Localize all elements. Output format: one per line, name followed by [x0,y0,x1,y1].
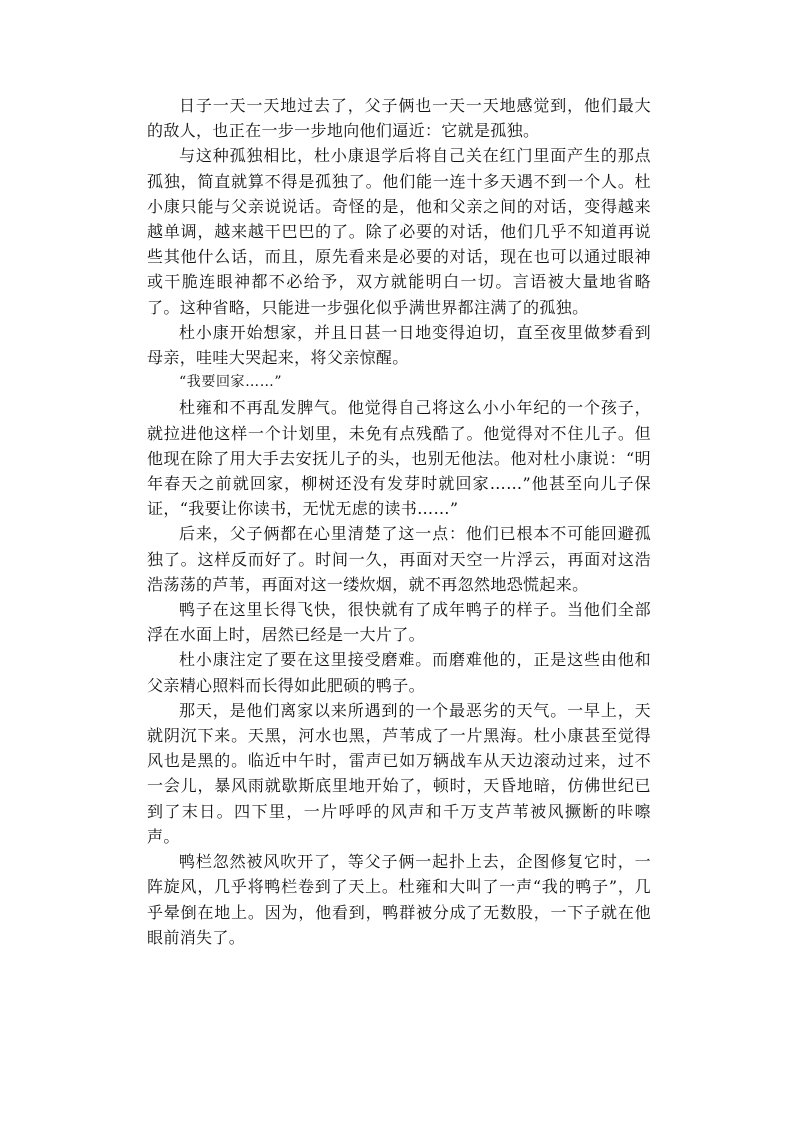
paragraph-3: 杜小康开始想家，并且日甚一日地变得迫切，直至夜里做梦看到母亲，哇哇大哭起来，将父亲惊醒。 [147,322,651,368]
paragraph-9: 那天，是他们离家以来所遇到的一个最恶劣的天气。一早上，天就阴沉下来。天黑，河水也黑，芦苇成了一片黑海。杜小康甚至觉得风也是黑的。临近中午时，雷声已如万辆战车从天边滚动过来，过不一会儿，暴风雨就歇斯底里地开始了，顿时，天昏地暗，仿佛世纪已到了末日。四下里，一片呼呼的风声和千万支芦苇被风撅断的咔嚓声。 [147,700,651,846]
paragraph-4-quote: “我要回家……” [179,374,283,391]
paragraph-1: 日子一天一天地过去了，父子俩也一天一天地感觉到，他们最大的敌人，也正在一步一步地向他们逼近：它就是孤独。 [147,96,651,141]
paragraph-6: 后来，父子俩都在心里清楚了这一点：他们已根本不可能回避孤独了。这样反而好了。时间一久，再面对天空一片浮云，再面对这浩浩荡荡的芦苇，再面对这一缕炊烟，就不再忽然地恐慌起来。 [147,524,651,594]
paragraph-2: 与这种孤独相比，杜小康退学后将自己关在红门里面产生的那点孤独，简直就算不得是孤独了。他们能一连十多天遇不到一个人。杜小康只能与父亲说说话。奇怪的是，他和父亲之间的对话，变得越来越单调，越来越干巴巴的了。除了必要的对话，他们几乎不知道再说些其他什么话，而且，原先看来是必要的对话，现在也可以通过眼神或干脆连眼神都不必给予，双方就能明白一切。言语被大量地省略了。这种省略，只能进一步强化似乎满世界都注满了的孤独。 [147,146,651,317]
paragraph-10: 鸭栏忽然被风吹开了，等父子俩一起扑上去，企图修复它时，一阵旋风，几乎将鸭栏卷到了天上。杜雍和大叫了一声“我的鸭子”，几乎晕倒在地上。因为，他看到，鸭群被分成了无数股，一下子就在他眼前消失了。 [147,852,651,947]
paragraph-8: 杜小康注定了要在这里接受磨难。而磨难他的，正是这些由他和父亲精心照料而长得如此肥硕的鸭子。 [147,650,651,695]
paragraph-7: 鸭子在这里长得飞快，很快就有了成年鸭子的样子。当他们全部浮在水面上时，居然已经是一大片了。 [147,600,651,645]
document-page [147,93,651,950]
paragraph-5: 杜雍和不再乱发脾气。他觉得自己将这么小小年纪的一个孩子，就拉进他这样一个计划里，未免有点残酷了。他觉得对不住儿子。但他现在除了用大手去安抚儿子的头，也别无他法。他对杜小康说：“明年春天之前就回家，柳树还没有发芽时就回家……”他甚至向儿子保证，“我要让你读书，无忧无虑的读书……” [147,398,651,519]
